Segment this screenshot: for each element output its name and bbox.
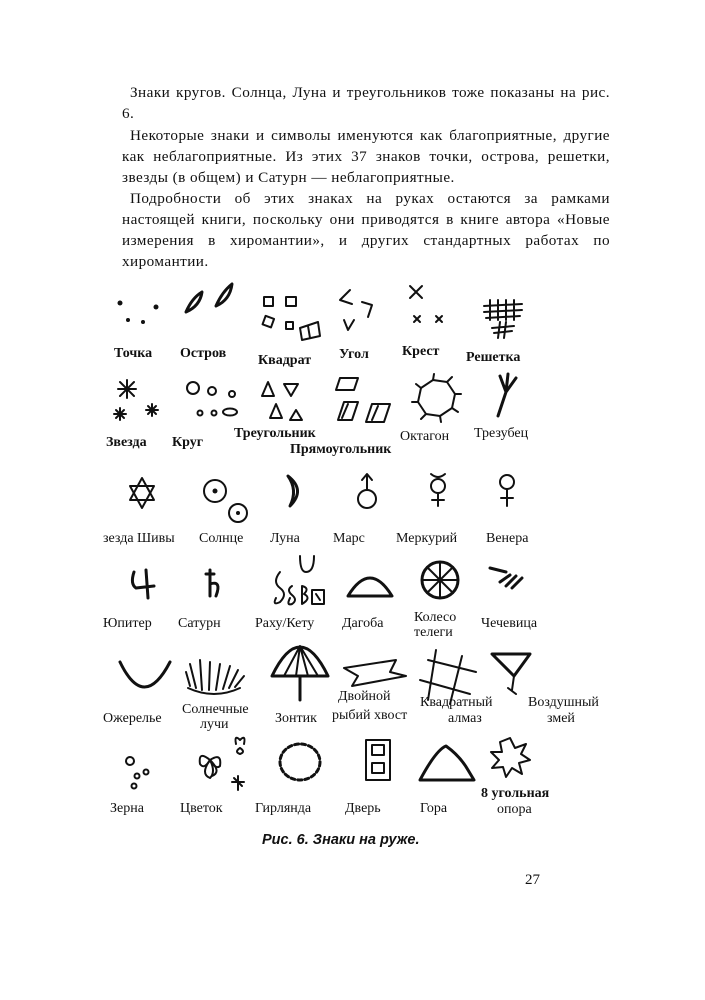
label-tochka: Точка bbox=[114, 346, 153, 361]
label-kvadrat: Квадрат bbox=[258, 353, 312, 368]
lentil-symbol bbox=[490, 568, 522, 588]
label-trezubets: Трезубец bbox=[474, 426, 529, 441]
star-symbol bbox=[114, 380, 158, 420]
trident-symbol bbox=[498, 374, 516, 416]
mountain-symbol bbox=[420, 746, 474, 780]
label-krest: Крест bbox=[402, 344, 440, 359]
circle-symbol bbox=[187, 382, 237, 416]
label-zerna: Зерна bbox=[110, 801, 144, 816]
label-vozdushny-1: Воздушный bbox=[528, 695, 599, 710]
label-solnechnye-1: Солнечные bbox=[182, 702, 249, 717]
label-dver: Дверь bbox=[345, 801, 381, 816]
label-dvoynoy-2: рыбий хвост bbox=[332, 708, 408, 723]
paragraph-2: Некоторые знаки и символы именуются как благоприятные, другие как неблагоприятные. Из этих 37 знаков точки, острова, решетки, звезды (в общем) и Сатурн — неблагоприятные. bbox=[122, 127, 610, 186]
label-koleso-1: Колесо bbox=[414, 610, 457, 625]
flower-symbol bbox=[200, 738, 245, 790]
label-solntse: Солнце bbox=[199, 531, 244, 546]
label-rahu-ketu: Раху/Кету bbox=[255, 616, 315, 631]
cross-symbol bbox=[410, 286, 442, 322]
label-tsvetok: Цветок bbox=[180, 801, 223, 816]
label-krug: Круг bbox=[172, 435, 204, 450]
island-symbol bbox=[186, 284, 232, 312]
label-ugol: Угол bbox=[339, 347, 369, 362]
label-gora: Гора bbox=[420, 801, 448, 816]
sun-rays-symbol bbox=[186, 660, 244, 694]
label-solnechnye-2: лучи bbox=[200, 717, 229, 732]
rahu-ketu-symbol bbox=[275, 556, 324, 604]
label-vozdushny-2: змей bbox=[547, 711, 575, 726]
grille-symbol bbox=[484, 300, 522, 338]
label-saturn: Сатурн bbox=[178, 616, 221, 631]
necklace-symbol bbox=[120, 662, 170, 687]
label-reshetka: Решетка bbox=[466, 350, 521, 365]
label-zvezda: Звезда bbox=[106, 435, 147, 450]
square-symbol bbox=[263, 297, 320, 340]
double-fishtail-symbol bbox=[344, 660, 406, 686]
dot-symbol bbox=[118, 301, 159, 325]
label-opora-2: опора bbox=[497, 802, 532, 817]
page-number: 27 bbox=[525, 872, 540, 888]
label-opora-1: 8 угольная bbox=[481, 786, 550, 801]
label-girlyanda: Гирлянда bbox=[255, 801, 312, 816]
label-kvadratny-2: алмаз bbox=[448, 711, 482, 726]
label-yupiter: Юпитер bbox=[103, 616, 152, 631]
cart-wheel-symbol bbox=[422, 562, 458, 598]
kite-symbol bbox=[492, 654, 530, 694]
mercury-symbol bbox=[431, 474, 445, 506]
label-dvoynoy-1: Двойной bbox=[338, 689, 391, 704]
garland-symbol bbox=[280, 744, 320, 780]
rectangle-symbol bbox=[336, 378, 390, 422]
label-treugolnik: Треугольник bbox=[234, 426, 316, 441]
label-merkuriy: Меркурий bbox=[396, 531, 458, 546]
label-kvadratny-1: Квадратный bbox=[420, 695, 493, 710]
sun-symbol bbox=[204, 480, 247, 522]
paragraph-1: Знаки кругов. Солнца, Луна и треугольников тоже показаны на рис. 6. bbox=[122, 84, 610, 122]
label-luna: Луна bbox=[270, 531, 300, 546]
label-chechevitsa: Чечевица bbox=[481, 616, 538, 631]
label-koleso-2: телеги bbox=[414, 625, 453, 640]
door-symbol bbox=[366, 740, 390, 780]
shiva-star-symbol bbox=[130, 478, 154, 508]
eight-angle-support-symbol bbox=[491, 738, 530, 777]
angle-symbol bbox=[340, 290, 372, 330]
label-oktagon: Октагон bbox=[400, 429, 450, 444]
octagon-symbol bbox=[412, 374, 461, 422]
mars-symbol bbox=[358, 474, 376, 508]
dagoba-symbol bbox=[348, 578, 392, 596]
moon-symbol bbox=[288, 476, 298, 506]
figure-caption: Рис. 6. Знаки на руже. bbox=[262, 832, 420, 848]
label-dagoba: Дагоба bbox=[342, 616, 384, 631]
label-zontik: Зонтик bbox=[275, 711, 317, 726]
label-zvezda-shivy: зезда Шивы bbox=[103, 531, 175, 546]
label-mars: Марс bbox=[333, 531, 365, 546]
label-ozherelye: Ожерелье bbox=[103, 711, 162, 726]
jupiter-symbol bbox=[132, 570, 154, 598]
paragraph-3: Подробности об этих знаках на руках остаются за рамками настоящей книги, поскольку они приводятся в книге автора «Новые измерения в хиромантии», и других стандартных работах по хиромантии. bbox=[122, 190, 610, 270]
venus-symbol bbox=[500, 475, 514, 506]
label-ostrov: Остров bbox=[180, 346, 227, 361]
umbrella-symbol bbox=[272, 646, 328, 700]
label-pryamougolnik: Прямоугольник bbox=[290, 442, 392, 457]
triangle-symbol bbox=[262, 382, 302, 420]
grains-symbol bbox=[126, 757, 149, 789]
saturn-symbol bbox=[206, 570, 218, 596]
label-venera: Венера bbox=[486, 531, 529, 546]
